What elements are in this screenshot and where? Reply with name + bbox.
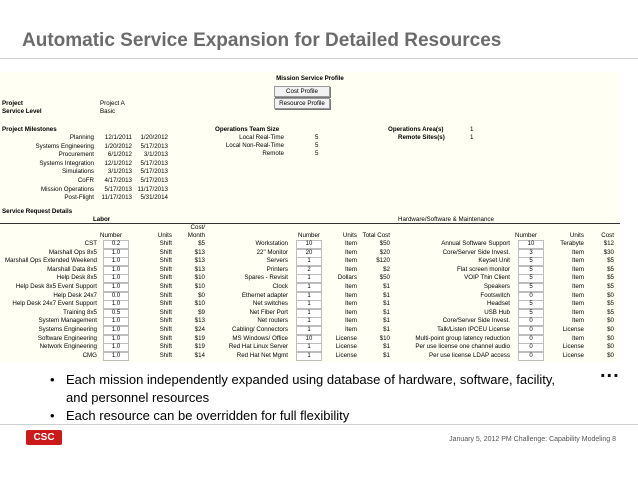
sw-name: Headset [486, 300, 510, 308]
hw-number-cell[interactable]: 1 [296, 300, 322, 309]
cost-profile-button[interactable]: Cost Profile [274, 86, 330, 97]
labor-number-cell[interactable]: 1.0 [103, 283, 129, 292]
sw-units: Item [571, 317, 584, 325]
sw-name: VOIP Thin Client [464, 274, 510, 282]
sw-number-cell[interactable]: 10 [518, 240, 544, 249]
milestone-start[interactable]: 5/17/2013 [104, 185, 132, 193]
section-divider [0, 223, 620, 224]
hw-units-header: Units [342, 232, 357, 239]
project-label: Project [2, 100, 23, 107]
csc-logo: CSC [26, 430, 62, 445]
sw-cost: $0 [607, 343, 614, 351]
hw-name: Clock [272, 283, 288, 290]
ops-team-name: Local Real-Time [239, 134, 284, 141]
labor-cost: $13 [194, 248, 205, 256]
sw-number-cell[interactable]: 5 [518, 274, 544, 283]
labor-number-cell[interactable]: 1.0 [103, 343, 129, 352]
sw-name: Flat screen monitor [457, 265, 510, 273]
milestone-start[interactable]: 4/17/2013 [104, 177, 132, 184]
sw-units: Item [571, 334, 584, 342]
sw-number-cell[interactable]: 0 [518, 292, 544, 301]
hw-name: MS Windows/ Office [232, 334, 288, 342]
milestone-end[interactable]: 3/1/2013 [143, 151, 168, 159]
sw-name: Per use license LDAP access [428, 351, 510, 359]
labor-cost: $13 [194, 265, 205, 273]
hw-name: Red Hat Linux Server [228, 343, 288, 351]
labor-units: Shift [159, 317, 172, 325]
labor-number-header: Number [99, 232, 122, 239]
labor-name: Training 8x5 [63, 308, 97, 316]
hw-number-cell[interactable]: 10 [296, 335, 322, 344]
labor-units: Shift [159, 343, 172, 351]
milestone-name: Planning [69, 134, 94, 141]
hw-number-cell[interactable]: 10 [296, 240, 322, 249]
ops-team-value[interactable]: 5 [315, 142, 319, 149]
labor-number-cell[interactable]: 1.0 [103, 274, 129, 283]
hw-name: Ethernet adapter [241, 291, 288, 299]
service-level-label: Service Level [2, 108, 42, 115]
sw-name: Core/Server Side Invest. [442, 248, 510, 256]
labor-cost: $10 [194, 274, 205, 282]
sw-cost: $12 [603, 240, 614, 247]
milestone-start[interactable]: 11/17/2013 [101, 194, 132, 202]
sw-number-cell[interactable]: 0 [518, 343, 544, 352]
milestone-end[interactable]: 5/31/2014 [140, 194, 168, 202]
sw-cost: $0 [607, 326, 614, 333]
footer-divider [0, 424, 638, 425]
hw-number-cell[interactable]: 1 [296, 343, 322, 352]
hw-cost: $1 [383, 351, 390, 359]
sw-number-cell[interactable]: 0 [518, 326, 544, 335]
labor-name: Help Desk 24x7 Event Support [12, 300, 97, 308]
hw-cost: $50 [379, 274, 390, 282]
labor-name: Marshall Ops 8x5 [48, 248, 97, 256]
sw-name: USB Hub [484, 308, 510, 316]
hw-units: License [335, 351, 357, 359]
hw-units: Item [344, 308, 357, 316]
sw-name: Keyset Unit [478, 257, 510, 265]
labor-units: Shift [159, 326, 172, 333]
sw-number-cell[interactable]: 5 [518, 309, 544, 318]
milestone-name: Post-Flight [64, 194, 94, 202]
labor-cost: $13 [194, 317, 205, 325]
hw-units: License [335, 343, 357, 351]
labor-cost: $10 [194, 283, 205, 290]
sw-number-cell[interactable]: 5 [518, 283, 544, 292]
sw-cost: $0 [607, 351, 614, 359]
sw-cost: $0 [607, 291, 614, 299]
hw-units: Item [344, 300, 357, 308]
labor-cost: $0 [198, 291, 205, 299]
hw-units: Item [344, 326, 357, 333]
hw-number-cell[interactable]: 20 [296, 249, 322, 258]
hw-number-cell[interactable]: 1 [296, 326, 322, 335]
hw-cost: $10 [379, 334, 390, 342]
labor-units: Shift [159, 274, 172, 282]
milestone-start[interactable]: 3/1/2013 [107, 168, 132, 176]
labor-cost: $24 [194, 326, 205, 333]
sw-name: Per use license one channel audio [415, 343, 510, 351]
milestone-end[interactable]: 5/17/2013 [140, 159, 168, 167]
milestone-start[interactable]: 6/1/2012 [107, 151, 132, 159]
labor-name: Help Desk 24x7 [53, 291, 97, 299]
sw-cost: $30 [603, 248, 614, 256]
labor-name: CST [84, 240, 97, 247]
sw-cost-header: Cost [601, 232, 614, 239]
sw-units: Item [571, 265, 584, 273]
sw-cost: $5 [607, 265, 614, 273]
milestone-end[interactable]: 5/17/2013 [140, 177, 168, 184]
sw-units: Item [571, 274, 584, 282]
hw-name: Workstation [255, 240, 288, 247]
sw-number-cell[interactable]: 0 [518, 352, 544, 361]
hw-cost: $1 [383, 326, 390, 333]
labor-number-cell[interactable]: 1.0 [103, 326, 129, 335]
sw-units: Item [571, 291, 584, 299]
hw-name: 22" Monitor [256, 248, 288, 256]
sw-number-cell[interactable]: 5 [518, 300, 544, 309]
labor-units-header: Units [157, 232, 172, 239]
hw-cost: $2 [383, 265, 390, 273]
labor-number-cell[interactable]: 0.0 [103, 292, 129, 301]
hw-cost: $1 [383, 343, 390, 351]
sw-units: Item [571, 248, 584, 256]
ops-team-value[interactable]: 5 [315, 134, 319, 141]
hw-units: Item [344, 257, 357, 265]
hw-number-cell[interactable]: 1 [296, 352, 322, 361]
labor-name: Software Engineering [37, 334, 97, 342]
hw-name: Servers [266, 257, 288, 265]
milestone-name: Simulations [62, 168, 94, 176]
labor-cost: $10 [194, 300, 205, 308]
hw-number-cell[interactable]: 1 [296, 309, 322, 318]
footer-text: January 5, 2012 PM Challenge: Capability Modeling 8 [449, 436, 616, 443]
hw-units: License [335, 334, 357, 342]
labor-number-cell[interactable]: 1.0 [103, 257, 129, 266]
sw-cost: $5 [607, 257, 614, 265]
hw-cost: $1 [383, 308, 390, 316]
labor-name: Marshall Ops Extended Weekend [4, 257, 97, 265]
sw-number-cell[interactable]: 3 [518, 249, 544, 258]
sw-units: Item [571, 283, 584, 290]
milestone-name: Procurement [58, 151, 94, 159]
ops-team-value[interactable]: 5 [315, 150, 319, 157]
hw-units: Item [344, 291, 357, 299]
milestone-name: Systems Engineering [35, 142, 94, 150]
hw-total-cost-header: Total Cost [362, 232, 390, 239]
hw-name: Printers [266, 265, 288, 273]
ops-team-name: Local Non-Real-Time [225, 142, 284, 149]
sw-units: Terabyte [560, 240, 584, 247]
hw-cost: $1 [383, 283, 390, 290]
labor-units: Shift [159, 351, 172, 359]
milestone-end[interactable]: 1/20/2012 [140, 134, 168, 141]
labor-number-cell[interactable]: 0.2 [103, 240, 129, 249]
labor-name: Marshall Data 8x5 [47, 265, 97, 273]
bullet-item: • Each resource can be overridden for full flexibility [50, 407, 566, 425]
milestone-start[interactable]: 1/20/2012 [104, 142, 132, 150]
labor-number-cell[interactable]: 1.0 [103, 249, 129, 258]
sw-number-header: Number [514, 232, 537, 239]
labor-number-cell[interactable]: 0.5 [103, 309, 129, 318]
milestone-start[interactable]: 12/1/2012 [104, 159, 132, 167]
service-request-label: Service Request Details [2, 208, 73, 215]
sw-cost: $5 [607, 300, 614, 308]
labor-units: Shift [159, 291, 172, 299]
hw-name: Net Fiber Port [249, 308, 288, 316]
labor-units: Shift [159, 265, 172, 273]
hw-name: Net routers [257, 317, 288, 325]
hw-name: Net switches [252, 300, 288, 308]
sw-name: Speakers [483, 283, 510, 290]
hw-number-cell[interactable]: 1 [296, 292, 322, 301]
remote-sites-value[interactable]: 1 [470, 134, 474, 141]
labor-name: CMG [82, 351, 97, 359]
sw-cost: $5 [607, 283, 614, 290]
hw-label: Hardware/Software & Maintenance [398, 216, 494, 223]
labor-number-cell[interactable]: 1.0 [103, 317, 129, 326]
milestone-end[interactable]: 5/17/2013 [140, 142, 168, 150]
sw-units: Item [571, 257, 584, 265]
bullet-item: • Each mission independently expanded using database of hardware, software, facility, and personnel resources [50, 371, 566, 407]
milestone-end[interactable]: 11/17/2013 [137, 185, 168, 193]
sw-name: Talk/Listen IPCEU License [437, 326, 510, 333]
labor-units: Shift [159, 257, 172, 265]
sw-units: License [562, 326, 584, 333]
hw-name: Red Hat Net Mgmt [236, 351, 288, 359]
hw-units: Item [344, 240, 357, 247]
labor-cost: $19 [194, 334, 205, 342]
sw-name: Annual Software Support [441, 240, 510, 247]
sw-cost: $5 [607, 308, 614, 316]
project-value[interactable]: Project A [100, 100, 125, 107]
remote-sites-label: Remote Sites(s) [398, 134, 445, 141]
labor-name: Network Engineering [39, 343, 97, 351]
labor-number-cell[interactable]: 1.0 [103, 335, 129, 344]
labor-units: Shift [159, 283, 172, 290]
sw-name: Multi-point group latency reduction [415, 334, 510, 342]
hw-cost: $1 [383, 300, 390, 308]
labor-units: Shift [159, 300, 172, 308]
labor-number-cell[interactable]: 1.0 [103, 352, 129, 361]
sw-cost: $5 [607, 274, 614, 282]
milestone-end[interactable]: 5/17/2013 [140, 168, 168, 176]
service-level-value[interactable]: Basic [100, 108, 116, 115]
sw-name: Core/Server Side Invest. [442, 317, 510, 325]
sheet-heading: Mission Service Profile [276, 75, 344, 82]
resource-profile-button[interactable]: Resource Profile [274, 98, 330, 109]
sw-number-cell[interactable]: 5 [518, 257, 544, 266]
sw-cost: $0 [607, 334, 614, 342]
hw-number-cell[interactable]: 1 [296, 274, 322, 283]
hw-number-cell[interactable]: 2 [296, 266, 322, 275]
labor-cost: $13 [194, 257, 205, 265]
hw-number-cell[interactable]: 1 [296, 317, 322, 326]
hw-cost: $120 [376, 257, 390, 265]
hw-name: Cabling/ Connectors [231, 326, 288, 333]
hw-cost: $50 [379, 240, 390, 247]
labor-name: Help Desk 8x5 Event Support [15, 283, 97, 290]
sw-units: License [562, 351, 584, 359]
labor-number-cell[interactable]: 1.0 [103, 266, 129, 275]
labor-label: Labor [93, 216, 111, 223]
sw-cost: $0 [607, 317, 614, 325]
sw-units: Item [571, 308, 584, 316]
hw-cost: $1 [383, 291, 390, 299]
sw-number-cell[interactable]: 0 [518, 317, 544, 326]
ops-team-name: Remote [262, 150, 284, 157]
labor-cost: $19 [194, 343, 205, 351]
spreadsheet [0, 72, 620, 362]
hw-units: Item [344, 248, 357, 256]
sw-units-header: Units [569, 232, 584, 239]
milestone-name: Systems Integration [39, 159, 94, 167]
slide-title: Automatic Service Expansion for Detailed Resources [22, 30, 502, 51]
milestone-name: Mission Operations [41, 185, 94, 193]
labor-units: Shift [159, 308, 172, 316]
sw-number-cell[interactable]: 0 [518, 335, 544, 344]
ops-area-value[interactable]: 1 [470, 126, 474, 133]
hw-number-header: Number [297, 232, 320, 239]
labor-cost-header: Cost/ [190, 224, 205, 231]
hw-cost: $1 [383, 317, 390, 325]
more-indicator: ... [600, 360, 620, 382]
milestones-label: Project Milestones [2, 126, 57, 133]
title-divider [0, 58, 638, 59]
labor-number-cell[interactable]: 1.0 [103, 300, 129, 309]
labor-name: Help Desk 8x5 [56, 274, 97, 282]
labor-name: System Management [38, 317, 97, 325]
hw-units: Dollars [337, 274, 357, 282]
labor-cost: $14 [194, 351, 205, 359]
labor-units: Shift [159, 248, 172, 256]
milestone-start[interactable]: 12/1/2011 [104, 134, 132, 141]
labor-units: Shift [159, 334, 172, 342]
hw-name: Spares - Revisit [244, 274, 288, 282]
ops-team-label: Operations Team Size [215, 126, 280, 133]
sw-number-cell[interactable]: 5 [518, 266, 544, 275]
sw-name: Footswitch [480, 291, 510, 299]
hw-cost: $20 [379, 248, 390, 256]
bullet-list [50, 371, 566, 425]
labor-cost: $9 [198, 308, 205, 316]
hw-units: Item [344, 283, 357, 290]
hw-units: Item [344, 265, 357, 273]
sw-units: License [562, 343, 584, 351]
sw-units: Item [571, 300, 584, 308]
hw-units: Item [344, 317, 357, 325]
hw-number-cell[interactable]: 1 [296, 257, 322, 266]
hw-number-cell[interactable]: 1 [296, 283, 322, 292]
labor-month-header: Month [187, 232, 205, 239]
labor-units: Shift [159, 240, 172, 247]
milestone-name: CoFR [77, 177, 94, 184]
labor-name: Systems Engineering [38, 326, 97, 333]
labor-cost: $5 [198, 240, 205, 247]
ops-area-label: Operations Area(s) [388, 126, 444, 133]
